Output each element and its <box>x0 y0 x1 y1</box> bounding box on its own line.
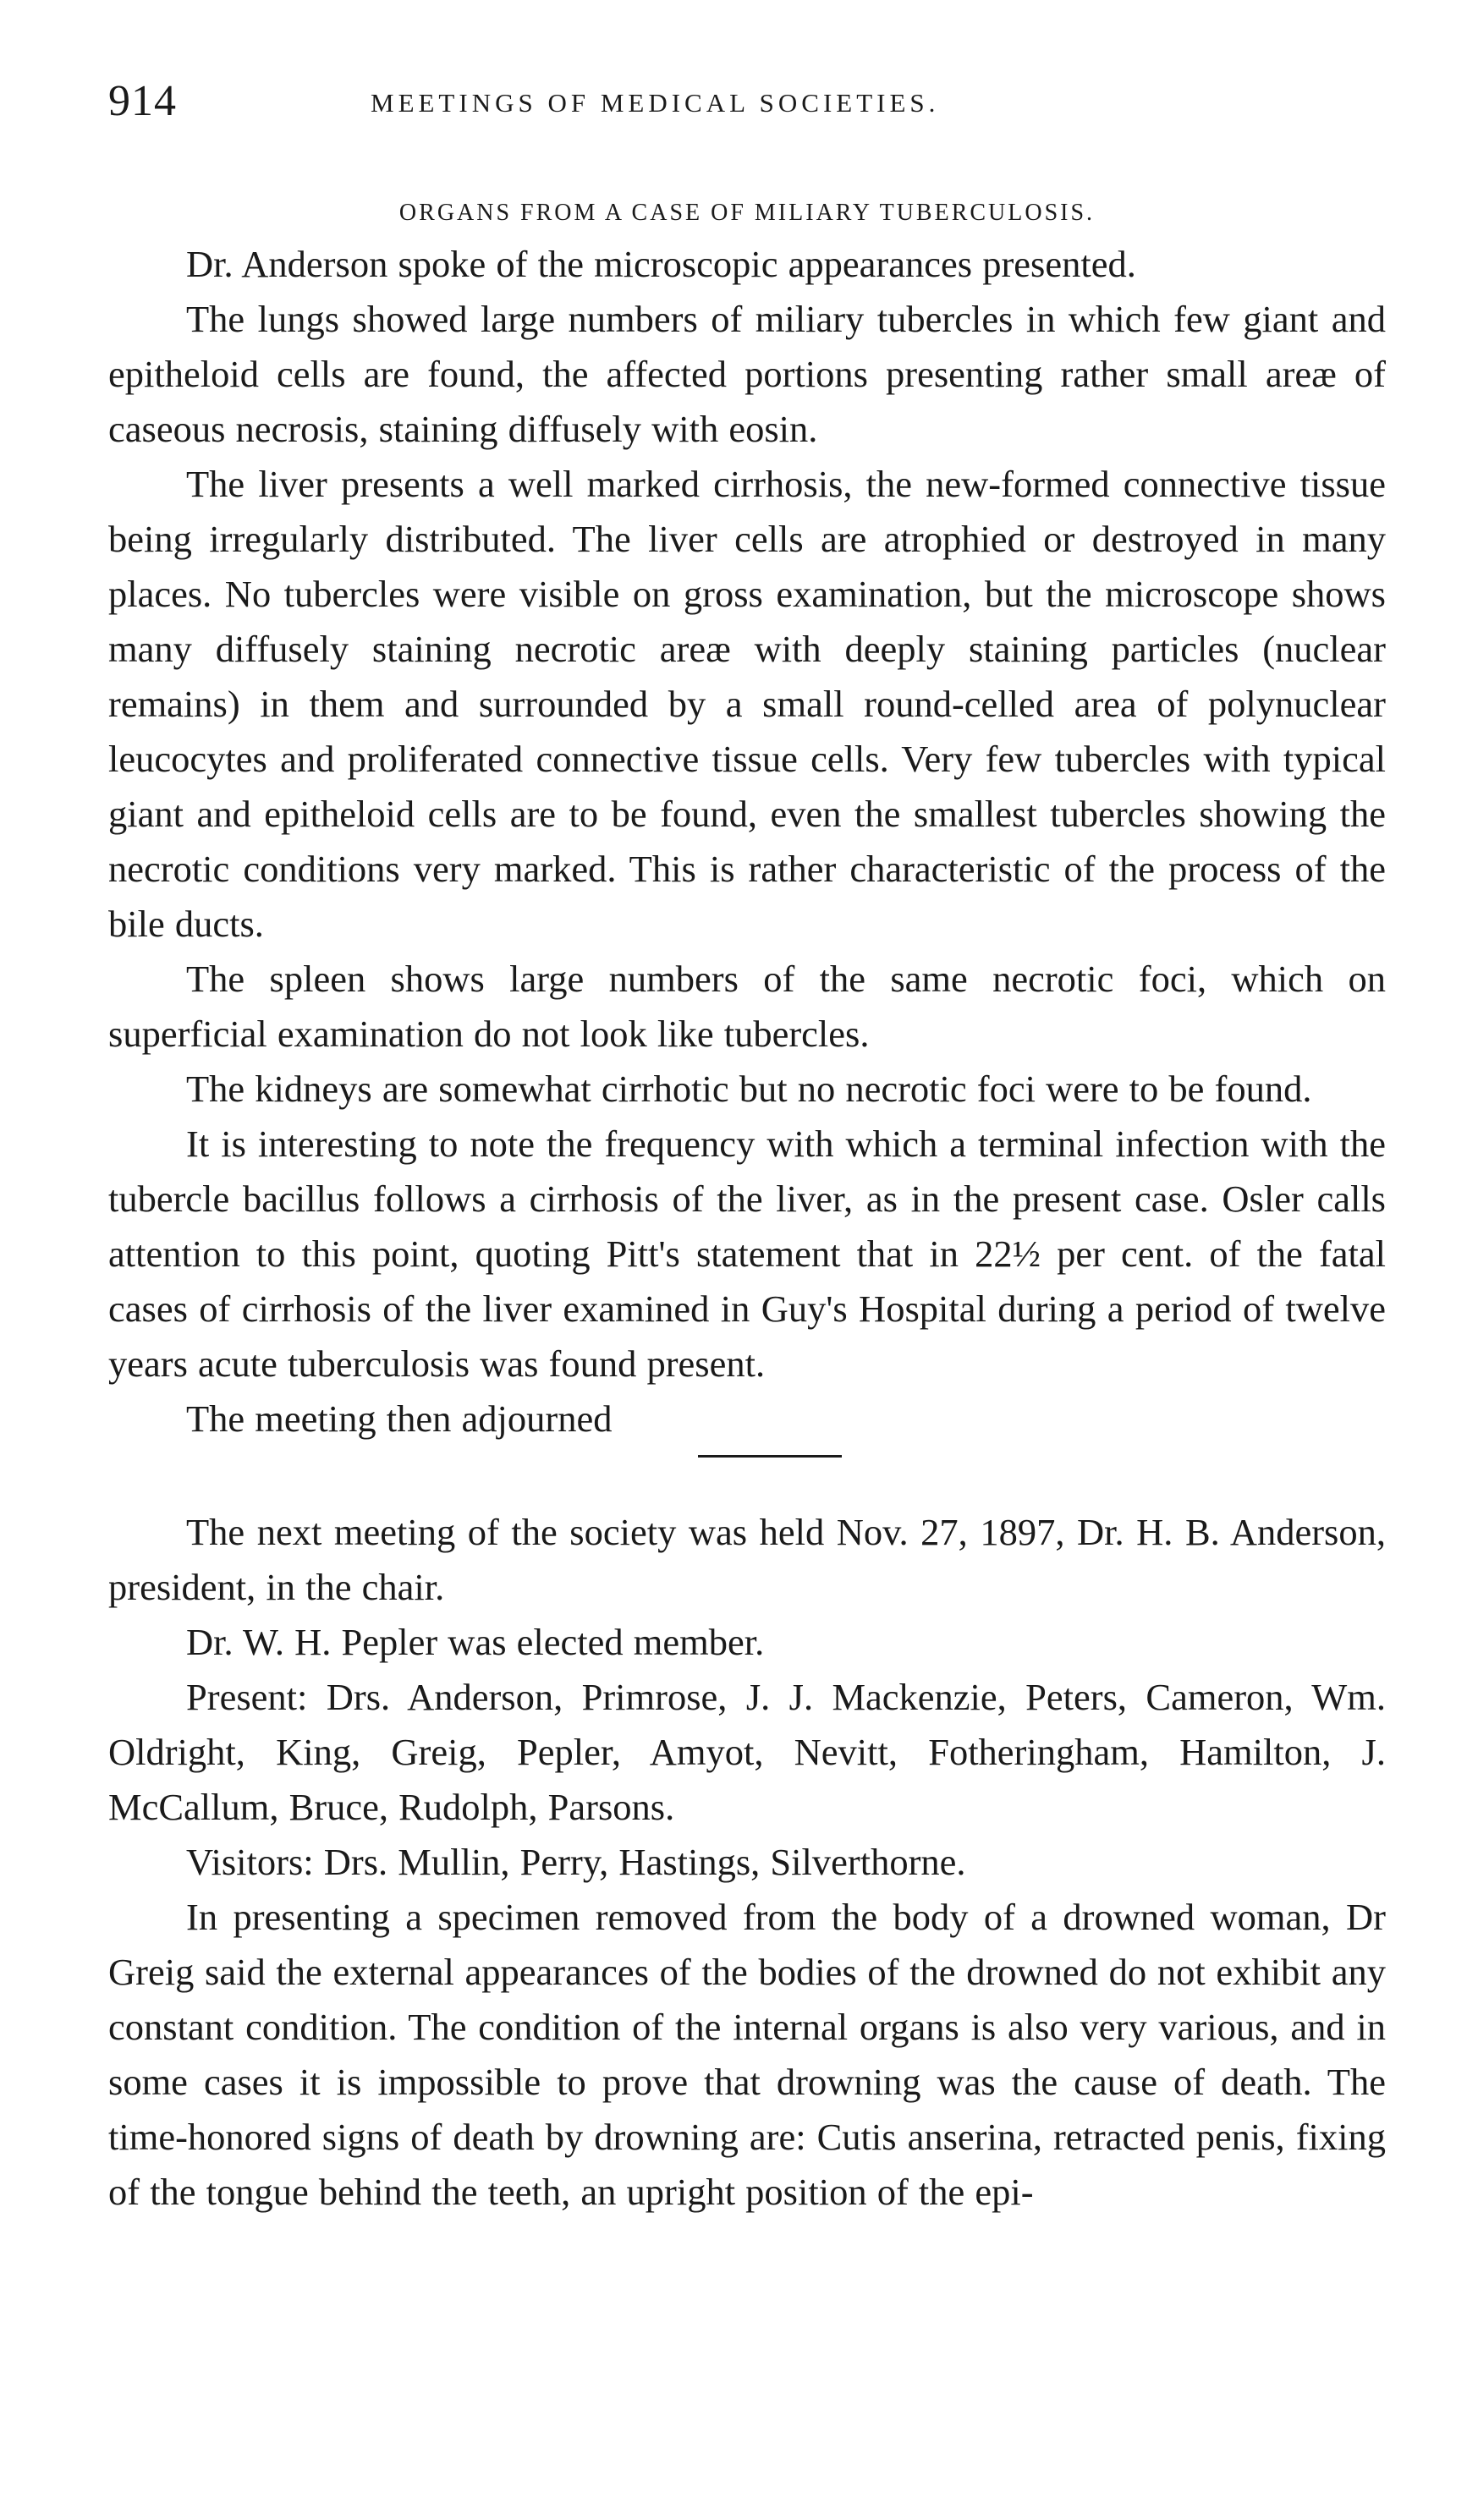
next-meeting-body <box>108 1505 1386 2220</box>
paragraph: Dr. Anderson spoke of the microscopic appearances presented. <box>186 243 1136 285</box>
paragraph: The meeting then adjourned <box>186 1397 613 1440</box>
section-heading: ORGANS FROM A CASE OF MILIARY TUBERCULOSIS. <box>398 200 1096 226</box>
paragraph: The kidneys are somewhat cirrhotic but no necrotic foci were to be found. <box>186 1068 1312 1110</box>
paragraph: Visitors: Drs. Mullin, Perry, Hastings, Silverthorne. <box>186 1841 966 1883</box>
section-body <box>108 237 1386 1447</box>
paragraph: The next meeting of the society was held Nov. 27, 1897, Dr. H. B. Anderson, president, in the chair. <box>108 1511 1386 1608</box>
paragraph: It is interesting to note the frequency with which a terminal infection with the tubercle bacillus follows a cirrhosis of the liver, as in the present case. Osler calls attention to this point, quoting Pitt's statement that in 22½ per cent. of the fatal cases of cirrhosis of the liver examined in Guy's Hospital during a period of twelve years acute tuberculosis was found present. <box>108 1123 1386 1385</box>
running-title: MEETINGS OF MEDICAL SOCIETIES. <box>371 88 940 118</box>
paragraph: In presenting a specimen removed from the body of a drowned woman, Dr Greig said the external appearances of the bodies of the drowned do not exhibit any constant condition. The condition of the internal organs is also very various, and in some cases it is impossible to prove that drowning was the cause of death. The time-honored signs of death by drowning are: Cutis anserina, retracted penis, fixing of the tongue behind the teeth, an upright position of the epi- <box>108 1896 1386 2213</box>
paragraph: The liver presents a well marked cirrhosis, the new-formed connective tissue being irregularly distributed. The liver cells are atrophied or destroyed in many places. No tubercles were visible on gross examination, but the microscope shows many diffusely staining necrotic areæ with deeply staining particles (nuclear remains) in them and surrounded by a small round-celled area of polynuclear leucocytes and proliferated connective tissue cells. Very few tubercles with typical giant and epitheloid cells are to be found, even the smallest tubercles showing the necrotic conditions very marked. This is rather characteristic of the process of the bile ducts. <box>108 463 1386 945</box>
running-head <box>108 76 1386 135</box>
page-number: 914 <box>108 77 177 125</box>
paragraph: Dr. W. H. Pepler was elected member. <box>186 1621 765 1663</box>
paragraph: Present: Drs. Anderson, Primrose, J. J. Mackenzie, Peters, Cameron, Wm. Oldright, King, Greig, Pepler, Amyot, Nevitt, Fotheringham, Hamilton, J. McCallum, Bruce, Rudolph, Parsons. <box>108 1676 1386 1828</box>
paragraph: The spleen shows large numbers of the same necrotic foci, which on superficial examination do not look like tubercles. <box>108 958 1386 1055</box>
book-page <box>108 76 1386 2220</box>
paragraph: The lungs showed large numbers of miliary tubercles in which few giant and epitheloid cells are found, the affected portions presenting rather small areæ of caseous necrosis, staining diffusely with eosin. <box>108 298 1386 450</box>
section-divider-rule <box>698 1455 842 1458</box>
